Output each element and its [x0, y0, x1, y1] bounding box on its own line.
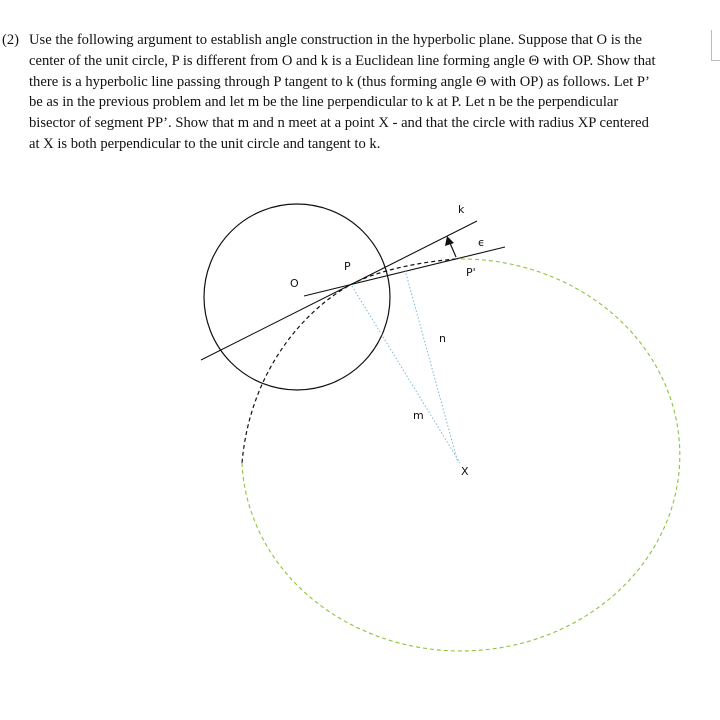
label-m: m [413, 409, 424, 422]
label-P-prime: P' [466, 266, 476, 279]
label-k: k [458, 203, 465, 216]
line-n [405, 270, 458, 463]
label-n: n [439, 332, 446, 345]
epsilon-arrow-head [445, 236, 454, 246]
line-k [201, 221, 477, 360]
problem-line-6: at X is both perpendicular to the unit circle and tangent to k. [29, 135, 381, 152]
problem-line-4: be as in the previous problem and let m be the line perpendicular to k at P. Let n be the perpendicular [29, 94, 619, 111]
problem-line-2: center of the unit circle, P is different from O and k is a Euclidean line forming angle Θ with OP. Show that [29, 52, 656, 69]
problem-line-1: Use the following argument to establish angle construction in the hyperbolic plane. Suppose that O is the [29, 32, 642, 48]
problem-line-5: bisector of segment PP’. Show that m and n meet at a point X - and that the circle with radius XP centered [29, 115, 649, 132]
hyperbolic-line-arc [242, 259, 456, 463]
label-epsilon: ϵ [478, 236, 485, 249]
problem-number: (2) [2, 32, 20, 48]
label-P: P [344, 260, 351, 273]
line-m [352, 286, 460, 463]
label-X: X [461, 465, 469, 478]
problem-line-3: there is a hyperbolic line passing through P tangent to k (thus forming angle Θ with OP) as follows. Let P’ [29, 73, 650, 90]
label-O: O [290, 277, 299, 290]
unit-circle [204, 204, 390, 390]
epsilon-arrow-shaft [450, 243, 456, 257]
